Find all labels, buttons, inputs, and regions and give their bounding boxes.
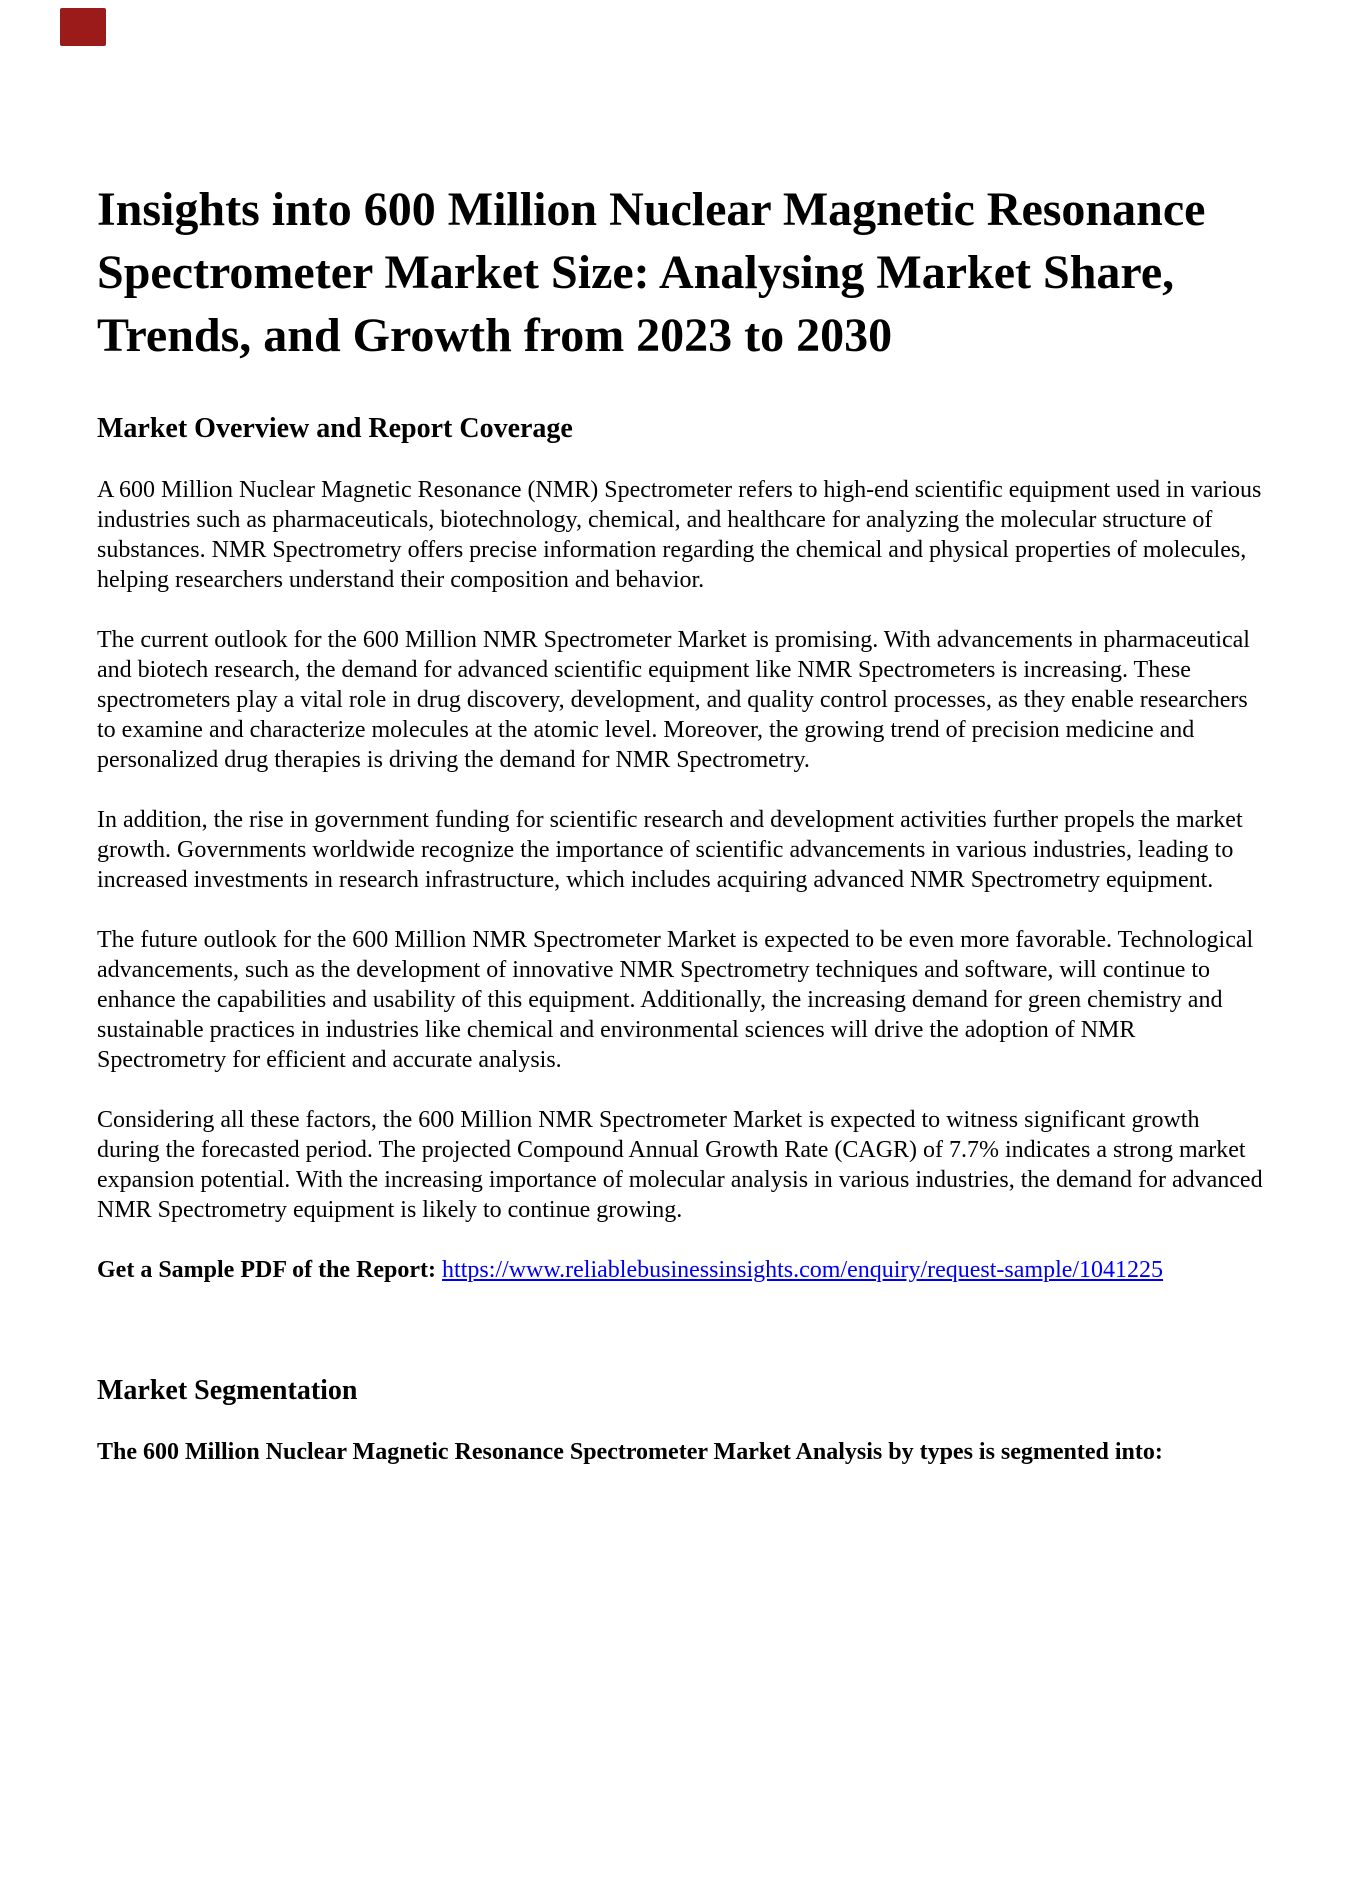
sample-pdf-link[interactable]: https://www.reliablebusinessinsights.com/enquiry/request-sample/1041225: [442, 1257, 1164, 1283]
section-heading-market-overview: Market Overview and Report Coverage: [97, 413, 573, 444]
paragraph-growth-cagr: Considering all these factors, the 600 Million NMR Spectrometer Market is expected to witness significant growth during the forecasted period. The projected Compound Annual Growth Rate (CAGR) of 7.7% indicates a strong market expansion potential. With the increasing importance of molecular analysis in various industries, the demand for advanced NMR Spectrometry equipment is likely to continue growing.: [97, 1107, 1263, 1223]
section-heading-market-segmentation: Market Segmentation: [97, 1375, 358, 1406]
paragraph-government-funding: In addition, the rise in government funding for scientific research and development activities further propels the market growth. Governments worldwide recognize the importance of scientific advancements in various industries, leading to increased investments in research infrastructure, which includes acquiring advanced NMR Spectrometry equipment.: [97, 807, 1243, 893]
paragraph-segmentation-intro: The 600 Million Nuclear Magnetic Resonance Spectrometer Market Analysis by types is segmented into:: [97, 1439, 1163, 1465]
paragraph-nmr-definition: A 600 Million Nuclear Magnetic Resonance (NMR) Spectrometer refers to high-end scientific equipment used in various industries such as pharmaceuticals, biotechnology, chemical, and healthcare for analyzing the molecular structure of substances. NMR Spectrometry offers precise information regarding the chemical and physical properties of molecules, helping researchers understand their composition and behavior.: [97, 477, 1262, 593]
paragraph-future-outlook: The future outlook for the 600 Million NMR Spectrometer Market is expected to be even more favorable. Technological advancements, such as the development of innovative NMR Spectrometry techniques and software, will continue to enhance the capabilities and usability of this equipment. Additionally, the increasing demand for green chemistry and sustainable practices in industries like chemical and environmental sciences will drive the adoption of NMR Spectrometry for efficient and accurate analysis.: [97, 927, 1254, 1073]
document-content: [97, 0, 1265, 1497]
page-title: Insights into 600 Million Nuclear Magnetic Resonance Spectrometer Market Size: Analysing Market Share, Trends, and Growth from 2023 to 2030: [97, 183, 1206, 362]
sample-pdf-line: [97, 1255, 1265, 1285]
paragraph-current-outlook: The current outlook for the 600 Million NMR Spectrometer Market is promising. With advancements in pharmaceutical and biotech research, the demand for advanced scientific equipment like NMR Spectrometers is increasing. These spectrometers play a vital role in drug discovery, development, and quality control processes, as they enable researchers to examine and characterize molecules at the atomic level. Moreover, the growing trend of precision medicine and personalized drug therapies is driving the demand for NMR Spectrometry.: [97, 627, 1250, 773]
sample-pdf-label: Get a Sample PDF of the Report:: [97, 1257, 437, 1283]
